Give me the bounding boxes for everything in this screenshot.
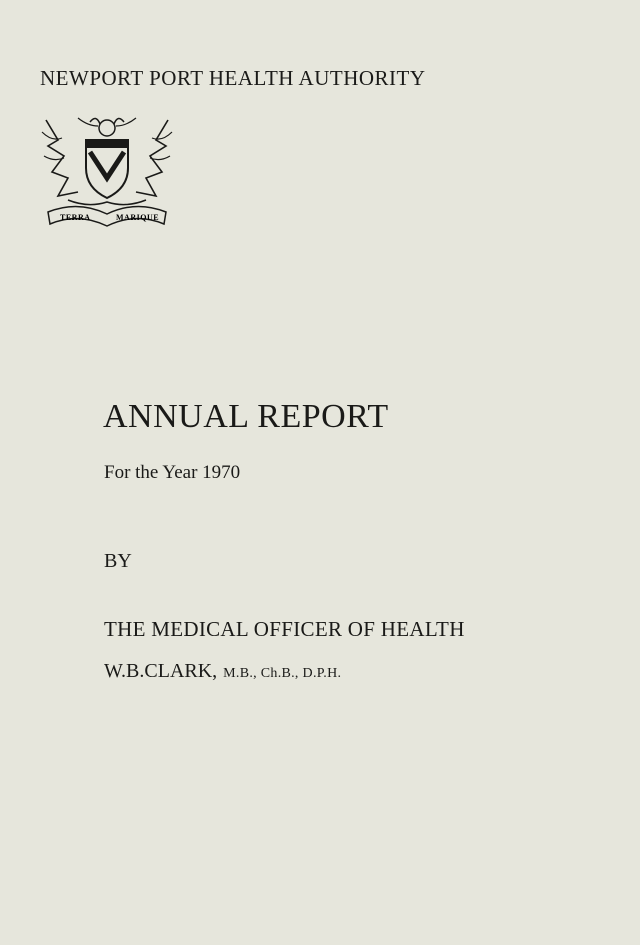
crest-motto-left: TERRA: [60, 213, 91, 222]
crest-motto-right: MARIQUE: [116, 213, 160, 222]
officer-qualifications: M.B., Ch.B., D.P.H.: [223, 666, 342, 681]
officer-line: [104, 660, 341, 683]
authority-heading: NEWPORT PORT HEALTH AUTHORITY: [40, 66, 426, 90]
report-year: For the Year 1970: [104, 462, 241, 483]
officer-name: W.B.CLARK,: [104, 660, 218, 682]
coat-of-arms-crest: [38, 112, 176, 230]
by-label: BY: [104, 550, 132, 572]
report-title: ANNUAL REPORT: [103, 398, 389, 435]
author-role: THE MEDICAL OFFICER OF HEALTH: [104, 617, 465, 641]
